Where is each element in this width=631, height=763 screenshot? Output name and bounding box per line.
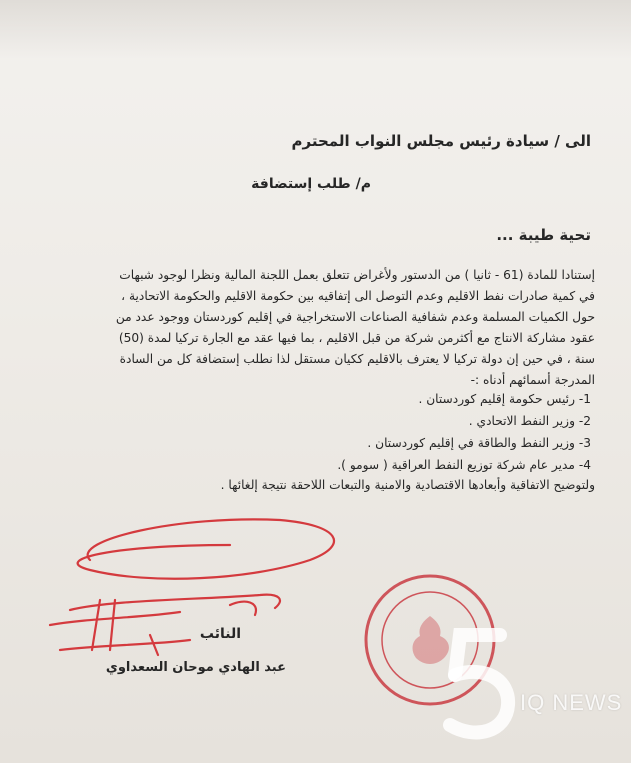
signatory-name: عبد الهادي موحان السعداوي [105,660,286,675]
body-line-4: عقود مشاركة الانتاج مع أكثرمن شركة من قبل الاقليم ، بما فيها عقد مع الجارة تركيا لمدة (50) [118,331,595,345]
signatory-title: النائب [199,626,241,642]
body-line-6: المدرجة أسمائهم أدناه :- [470,373,595,387]
body-line-1: إستنادا للمادة (61 - ثانيا ) من الدستور ولأغراض تتعلق بعمل اللجنة المالية ونظرا لوجود شبهات [119,268,595,282]
addressee-line: الى / سيادة رئيس مجلس النواب المحترم [291,132,591,150]
closing-line: ولتوضيح الاتفاقية وأبعادها الاقتصادية والامنية والتبعات اللاحقة نتيجة إلغائها . [220,478,595,492]
iq-news-logo [440,620,520,750]
body-line-3: حول الكميات المسلمة وعدم شفافية الصناعات الاستخراجية في إقليم كوردستان ووجود عدد من [115,310,595,324]
list-item-2: 2- وزير النفط الاتحادي . [468,414,591,428]
list-item-1: 1- رئيس حكومة إقليم كوردستان . [418,392,591,406]
body-line-5: سنة ، في حين إن دولة تركيا لا يعترف بالاقليم ككيان مستقل لذا نطلب إستضافة كل من السادة [119,352,595,366]
iq-news-watermark: IQ NEWS [520,690,623,715]
body-line-2: في كمية صادرات نفط الاقليم وعدم التوصل الى إتفاقيه بين حكومة الاقليم والحكومة الاتحادية ، [121,289,595,303]
list-item-4: 4- مدير عام شركة توزيع النفط العراقية ( سومو ). [337,458,591,472]
subject-line: م/ طلب إستضافة [251,176,371,192]
handwritten-signature [30,500,350,660]
page-shadow [0,0,631,60]
list-item-3: 3- وزير النفط والطاقة في إقليم كوردستان . [367,436,591,450]
greeting: تحية طيبة ... [496,226,591,244]
